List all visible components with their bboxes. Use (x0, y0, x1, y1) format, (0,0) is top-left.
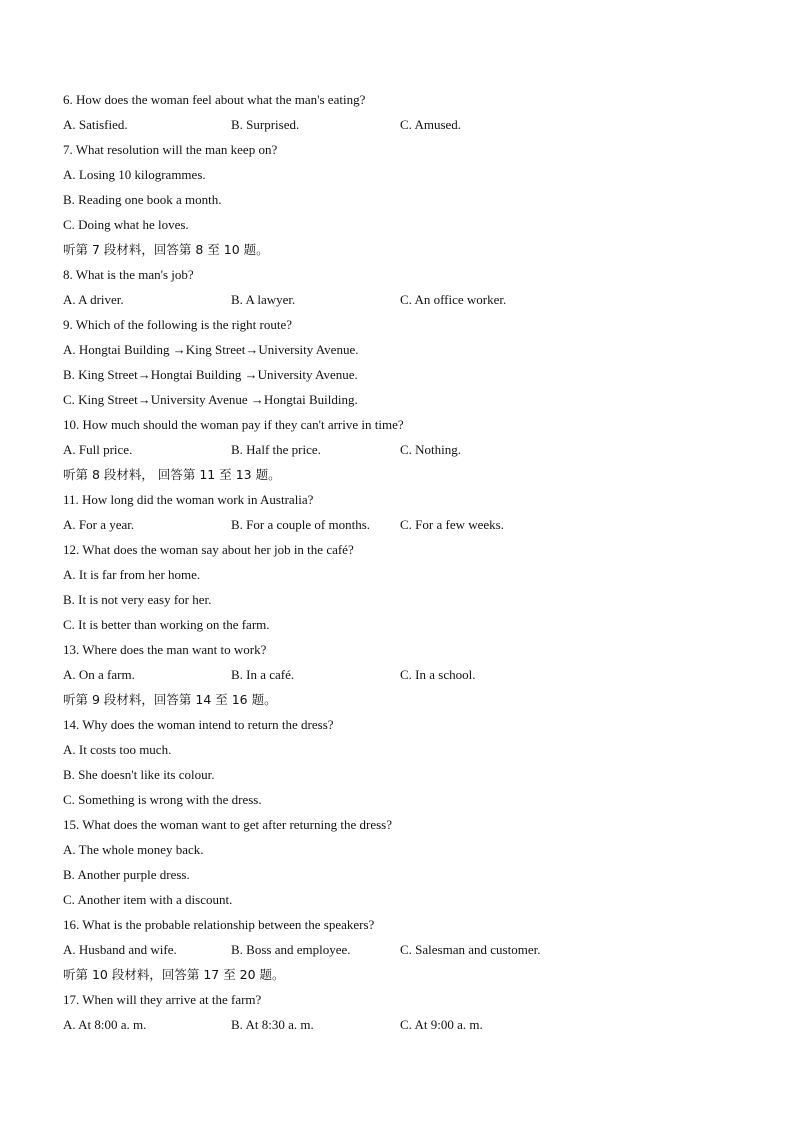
answer-option: A. It is far from her home. (63, 567, 201, 582)
question-text: 7. What resolution will the man keep on? (63, 142, 278, 157)
answer-option: C. At 9:00 a. m. (400, 1017, 483, 1032)
answer-option: B. It is not very easy for her. (63, 592, 212, 607)
answer-option: C. Doing what he loves. (63, 217, 189, 232)
options-row (63, 287, 743, 312)
answer-option: A. Husband and wife. (63, 942, 177, 957)
options-row (63, 112, 743, 137)
answer-option: A. Losing 10 kilogrammes. (63, 167, 206, 182)
options-row (63, 437, 743, 462)
question-text: 6. How does the woman feel about what the man's eating? (63, 92, 366, 107)
answer-option: B. King Street→Hongtai Building →University Avenue. (63, 367, 358, 382)
answer-option: C. Something is wrong with the dress. (63, 792, 262, 807)
answer-option: A. A driver. (63, 292, 124, 307)
answer-option: C. Nothing. (400, 442, 462, 457)
options-row (63, 937, 743, 962)
answer-option: A. For a year. (63, 517, 135, 532)
question-text: 8. What is the man's job? (63, 267, 194, 282)
answer-option: B. Boss and employee. (231, 942, 351, 957)
section-instruction: 听第 9 段材料，回答第 14 至 16 题。 (63, 692, 277, 707)
answer-option: B. Another purple dress. (63, 867, 190, 882)
answer-option: B. For a couple of months. (231, 517, 371, 532)
answer-option: A. Full price. (63, 442, 133, 457)
question-text: 14. Why does the woman intend to return the dress? (63, 717, 334, 732)
answer-option: C. An office worker. (400, 292, 507, 307)
answer-option: B. A lawyer. (231, 292, 296, 307)
answer-option: B. In a café. (231, 667, 295, 682)
answer-option: A. On a farm. (63, 667, 135, 682)
exam-page (63, 87, 743, 1037)
question-text: 13. Where does the man want to work? (63, 642, 267, 657)
answer-option: A. Satisfied. (63, 117, 128, 132)
answer-option: B. At 8:30 a. m. (231, 1017, 314, 1032)
options-row (63, 1012, 743, 1037)
answer-option: B. Surprised. (231, 117, 300, 132)
answer-option: A. At 8:00 a. m. (63, 1017, 147, 1032)
answer-option: A. It costs too much. (63, 742, 172, 757)
section-instruction: 听第 7 段材料，回答第 8 至 10 题。 (63, 242, 269, 257)
question-text: 9. Which of the following is the right route? (63, 317, 293, 332)
section-instruction: 听第 10 段材料，回答第 17 至 20 题。 (63, 967, 285, 982)
answer-option: C. Amused. (400, 117, 462, 132)
answer-option: C. For a few weeks. (400, 517, 504, 532)
answer-option: A. Hongtai Building →King Street→University Avenue. (63, 342, 359, 357)
question-text: 15. What does the woman want to get after returning the dress? (63, 817, 392, 832)
question-text: 16. What is the probable relationship between the speakers? (63, 917, 375, 932)
answer-option: B. She doesn't like its colour. (63, 767, 215, 782)
answer-option: C. Salesman and customer. (400, 942, 541, 957)
question-text: 11. How long did the woman work in Australia? (63, 492, 314, 507)
options-row (63, 512, 743, 537)
question-text: 17. When will they arrive at the farm? (63, 992, 262, 1007)
question-text: 12. What does the woman say about her job in the café? (63, 542, 354, 557)
answer-option: C. It is better than working on the farm. (63, 617, 270, 632)
answer-option: A. The whole money back. (63, 842, 204, 857)
answer-option: B. Half the price. (231, 442, 321, 457)
answer-option: C. Another item with a discount. (63, 892, 233, 907)
answer-option: B. Reading one book a month. (63, 192, 222, 207)
answer-option: C. In a school. (400, 667, 476, 682)
question-text: 10. How much should the woman pay if they can't arrive in time? (63, 417, 404, 432)
answer-option: C. King Street→University Avenue →Hongtai Building. (63, 392, 358, 407)
section-instruction: 听第 8 段材料， 回答第 11 至 13 题。 (63, 467, 281, 482)
options-row (63, 662, 743, 687)
